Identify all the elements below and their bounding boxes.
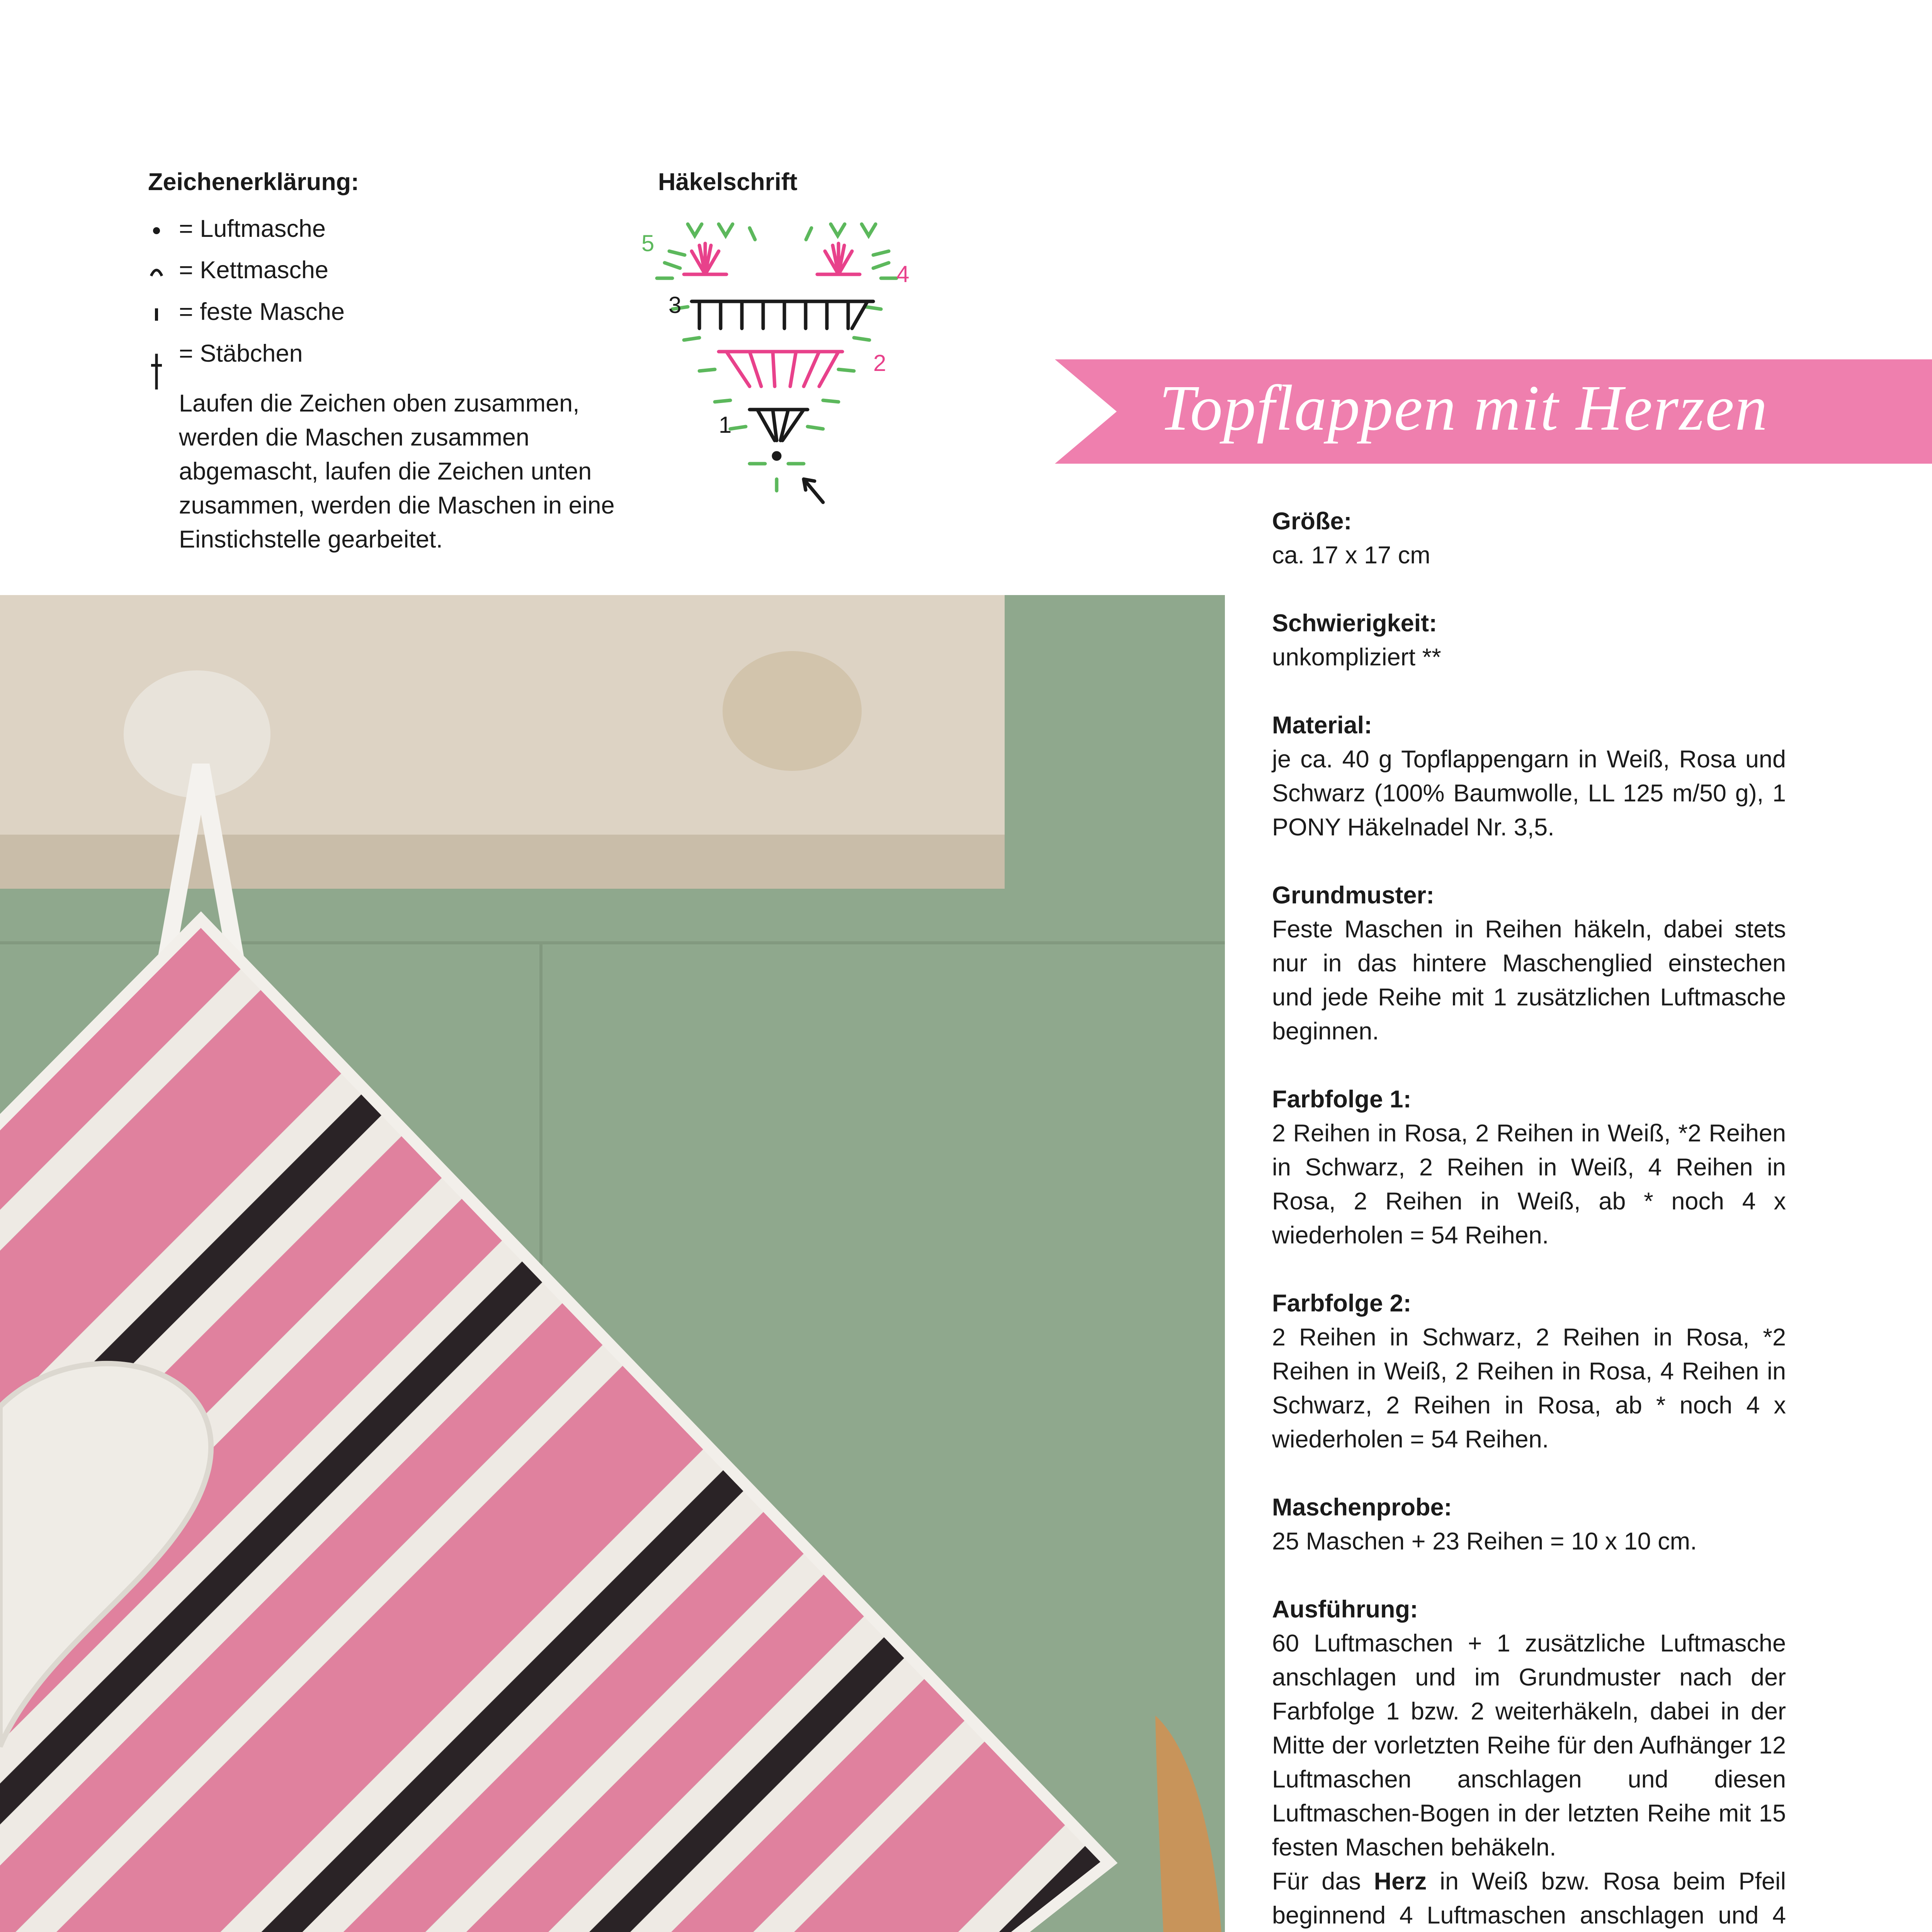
legend-title: Zeichenerklärung: <box>148 168 359 196</box>
legend-label: = Kettmasche <box>179 257 328 284</box>
row-numbers <box>641 230 909 438</box>
bold-term: Herz <box>1374 1868 1427 1895</box>
section-heading: Material: <box>1272 712 1372 739</box>
row-2-stitches <box>719 352 842 386</box>
section-color-sequence-2 <box>1272 1286 1786 1456</box>
section-text: je ca. 40 g Topflappengarn in Weiß, Rosa und Schwarz (100% Baumwolle, LL 125 m/50 g), 1 PONY Häkelnadel Nr. 3,5. <box>1272 746 1786 841</box>
section-execution <box>1272 1592 1786 1932</box>
section-text: Feste Maschen in Reihen häkeln, dabei stets nur in das hintere Maschenglied einstechen und jede Reihe mit 1 zusätzlichen Luftmasche beginnen. <box>1272 916 1786 1045</box>
row-number-1: 1 <box>719 412 732 438</box>
row-number-2: 2 <box>873 350 886 376</box>
row-1-stitches <box>750 410 823 502</box>
row-number-5: 5 <box>641 230 655 256</box>
row-number-4: 4 <box>896 261 910 287</box>
section-heading: Farbfolge 1: <box>1272 1086 1412 1113</box>
potholder-photo <box>0 595 1225 1932</box>
row-number-3: 3 <box>668 292 682 318</box>
section-heading: Maschenprobe: <box>1272 1494 1452 1521</box>
bar-icon <box>148 298 175 327</box>
section-gauge <box>1272 1490 1786 1558</box>
legend-label: = Luftmasche <box>179 215 326 242</box>
section-text: 25 Maschen + 23 Reihen = 10 x 10 cm. <box>1272 1528 1697 1555</box>
section-material <box>1272 708 1786 844</box>
section-text: 2 Reihen in Rosa, 2 Reihen in Weiß, *2 Reihen in Schwarz, 2 Reihen in Weiß, 4 Reihen in Rosa, 2 Reihen in Weiß, ab * noch 4 x wiederholen = 54 Reihen. <box>1272 1120 1786 1249</box>
cross-icon <box>148 339 175 389</box>
instructions-column <box>1272 504 1786 1932</box>
heart-instructions <box>1272 1864 1786 1932</box>
section-heading: Schwierigkeit: <box>1272 610 1437 637</box>
round-5-stitches <box>657 224 896 491</box>
section-pattern <box>1272 878 1786 1048</box>
heart-crochet-diagram <box>641 209 951 526</box>
section-heading: Größe: <box>1272 508 1352 535</box>
page-title: Topflappen mit Herzen <box>1159 372 1768 444</box>
text-run: in Weiß bzw. Rosa beim Pfeil beginnend 4 Luftmaschen anschlagen und 4 <box>1272 1868 1786 1929</box>
section-heading: Ausführung: <box>1272 1596 1418 1623</box>
text-run: Für das <box>1272 1868 1374 1895</box>
section-color-sequence-1 <box>1272 1082 1786 1252</box>
coat-rack <box>0 595 1005 889</box>
row-3-stitches <box>692 301 873 328</box>
diagram-title: Häkelschrift <box>658 168 798 196</box>
legend-label: = Stäbchen <box>179 340 303 367</box>
section-text: ca. 17 x 17 cm <box>1272 542 1430 569</box>
section-size <box>1272 504 1786 572</box>
arc-icon <box>148 256 175 285</box>
section-text: 2 Reihen in Schwarz, 2 Reihen in Rosa, *2 Reihen in Weiß, 2 Reihen in Rosa, 4 Reihen in Schwarz, 2 Reihen in Rosa, ab * noch 4 x wiederholen = 54 Reihen. <box>1272 1324 1786 1453</box>
section-heading: Grundmuster: <box>1272 882 1435 909</box>
legend-label: = feste Masche <box>179 298 345 325</box>
section-text: unkompliziert ** <box>1272 644 1441 671</box>
dot-icon <box>148 214 175 243</box>
row-4-fans <box>684 243 860 274</box>
legend-note: Laufen die Zeichen oben zusammen, werden die Maschen zusammen abgemascht, laufen die Zeichen unten zusammen, werden die Maschen in eine Einstichstelle gearbeitet. <box>179 390 615 553</box>
section-text: 60 Luftmaschen + 1 zusätzliche Luftmasche anschlagen und im Grundmuster nach der Farbfolge 1 bzw. 2 weiterhäkeln, dabei in der Mitte der vorletzten Reihe für den Aufhänger 12 Luftmaschen anschlagen und diesen Luftmaschen-Bogen in der letzten Reihe mit 15 festen Maschen behäkeln. <box>1272 1630 1786 1861</box>
section-difficulty <box>1272 606 1786 674</box>
section-heading: Farbfolge 2: <box>1272 1290 1412 1317</box>
